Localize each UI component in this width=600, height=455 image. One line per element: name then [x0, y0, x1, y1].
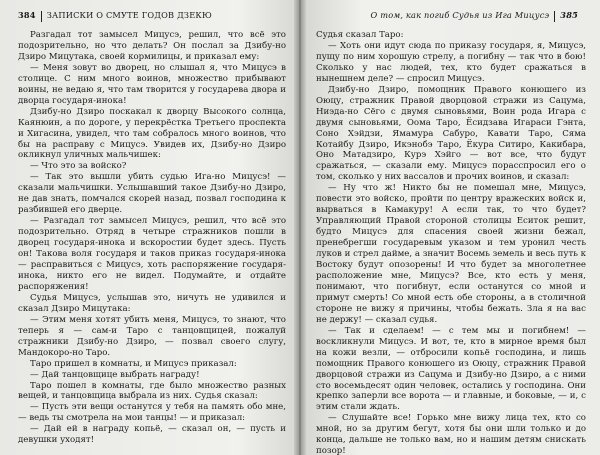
paragraph: — Меня зовут во дворец, но слышал я, что Мицусэ в столице. С ним много воинов, множество прибывают воины, не ведаю я, что там творится у государева двора и дворца государя-инока!	[18, 62, 286, 106]
paragraph: Дзибу-но Дзиро, помощник Правого конюшего из Оюцу, стражник Правой дворцовой стражи из Сацума, Ниэда-но Сёго с двумя сыновьями, Воин рода Игара с двумя сыновьями, Оома Таро, Ёсидзава Игараси Гэнта, Соно Хэйдзи, Ямамура Сабуро, Кавати Таро, Сяма Котайбу Дзиро, Икэнобэ Таро, Ёкура Ситиро, Какибара, Оно Матадзиро, Курэ Хэйго — вот все, что будут сражаться, — сказали ему. Мицусэ порасспросил его о том, сколько у них вассалов и прочих воинов, и сказал:	[316, 84, 586, 183]
page-number-right: 385	[560, 10, 578, 20]
header-divider	[41, 11, 42, 22]
right-page-text	[316, 30, 586, 455]
paragraph: Таро пришел в комнаты, и Мицусэ приказал:	[30, 358, 237, 369]
paragraph: Дзибу-но Дзиро поскакал к дворцу Высокого солнца, Каянюин, а по дороге, у перекрёстка Третьего проспекта и Хигасина, увидел, что там собралось много воинов, что бы на расправу с Мицусэ. Увидев их, Дзибу-но Дзиро окликнул уличных мальчишек:	[18, 106, 286, 161]
running-head-left: ЗАПИСКИ О СМУТЕ ГОДОВ ДЗЕКЮ	[46, 10, 212, 20]
paragraph: — Пусть эти вещи останутся у тебя на память обо мне, — ведь ты смотрела на мои танцы! — и приказал:	[18, 402, 286, 424]
page-number-left: 384	[18, 10, 36, 20]
left-page-text	[18, 30, 286, 446]
running-head-right: О том, как погиб Судья из Ига Мицусэ	[370, 10, 550, 20]
right-page-header	[371, 10, 578, 22]
book-gutter	[294, 0, 306, 455]
paragraph: Судья Мицусэ, услышав это, ничуть не удивился и сказал Дзиро Мицутака:	[18, 292, 286, 314]
paragraph: — Этим меня хотят убить меня, Мицусэ, то знают, что теперь я — сам-и Таро с танцовщицей, пожалуй стражники Дзибу-но Дзиро, — позвал своего слугу, Мандокоро-но Таро.	[18, 314, 286, 358]
paragraph: Разгадал тот замысел Мицусэ, решил, что всё это подозрительно, но что делать? Он послал за Дзибу-но Дзиро Мицутака, своей кормилицы, и приказал ему:	[18, 30, 286, 62]
paragraph: — Дай ей в награду копьё, — сказал он, — пусть и девушки уходят!	[18, 424, 286, 446]
paragraph: — Ну что ж! Никто бы не помешал мне, Мицусэ, повести это войско, пройти по центру вражеских войск и, вырваться в Камакуру! А если так, то что будет? Управляющий Правой стороной столицы Еситок решит, будто Мицусэ для спасения своей жизни бежал, пренебрегши государевым указом и тем уронил честь луков и стрел дайме, а значит Восемь земель и весь путь к Востоку будут опозорены! И что будет за многолетнее расположение мне, Мицусэ? Все, кто есть у меня, понимают, что погибнут, если останутся со мной и примут смерть! Со мной есть обе стороны, а в столичной стороне не вижу я причины, чтобы бежать. Зла я на вас не держу! — сказал судья.	[316, 183, 586, 325]
paragraph: — Что это за войско?	[30, 161, 127, 172]
left-page-header	[18, 10, 212, 22]
paragraph: — Хоть они идут сюда по приказу государя, я, Мицусэ, пущу по ним хорошую стрелу, а погибну — так что в бою! Сколько у нас людей, тех, кто будет сражаться в нынешнем деле? — спросил Мицусэ.	[316, 40, 586, 84]
header-divider	[554, 11, 555, 22]
paragraph: — Слушайте все! Горько мне вижу лица тех, кто со мной, но за другим бегут, хотя бы они шли только и до конца, дальше не только вам, но и нашим детям снискать позор!	[316, 413, 586, 455]
paragraph: — Так и сделаем! — с тем мы и погибнем! — воскликнули Мицусэ. И вот, те, кто в мирное время был на кожи везли, — отбросили копьё господина, и лишь помощник Правого конюшего из Оюцу, стражник Правой дворцовой стражи из Сацума и Дзибу-но Дзиро, а с ними сто восемьдесят один человек, остались у господина. Они крепко заперли все ворота — и главные, и боковые, — и, с этим стали ждать.	[316, 325, 586, 413]
left-page	[0, 0, 298, 455]
paragraph: — Дай танцовщице выбрать награду!	[30, 369, 200, 380]
paragraph: Таро пошел в комнаты, где было множество разных вещей, и танцовщица выбрала из них. Судья сказал:	[18, 380, 286, 402]
paragraph: — Так это вышли убить судью Ига-но Мицусэ! — сказали мальчишки. Услышавший такое Дзибу-но Дзиро, не дав знать, помчался скорей назад, позвал господина к разбившей его дверце.	[18, 172, 286, 216]
right-page	[302, 0, 600, 455]
paragraph: — Разгадал тот замысел Мицусэ, решил, что всё это подозрительно. Отряд в четыре стражников пошли в дворец государя-инока и вскоростии будет здесь. Пусть он! Такова воля государя и таков приказ государя-инока — расправиться с Мицусэ, хоть распоряжение государя-инока, никто его не видел. Подумайте, и отдайте распоряжения!	[18, 216, 286, 292]
paragraph: Судья сказал Таро:	[316, 30, 404, 40]
